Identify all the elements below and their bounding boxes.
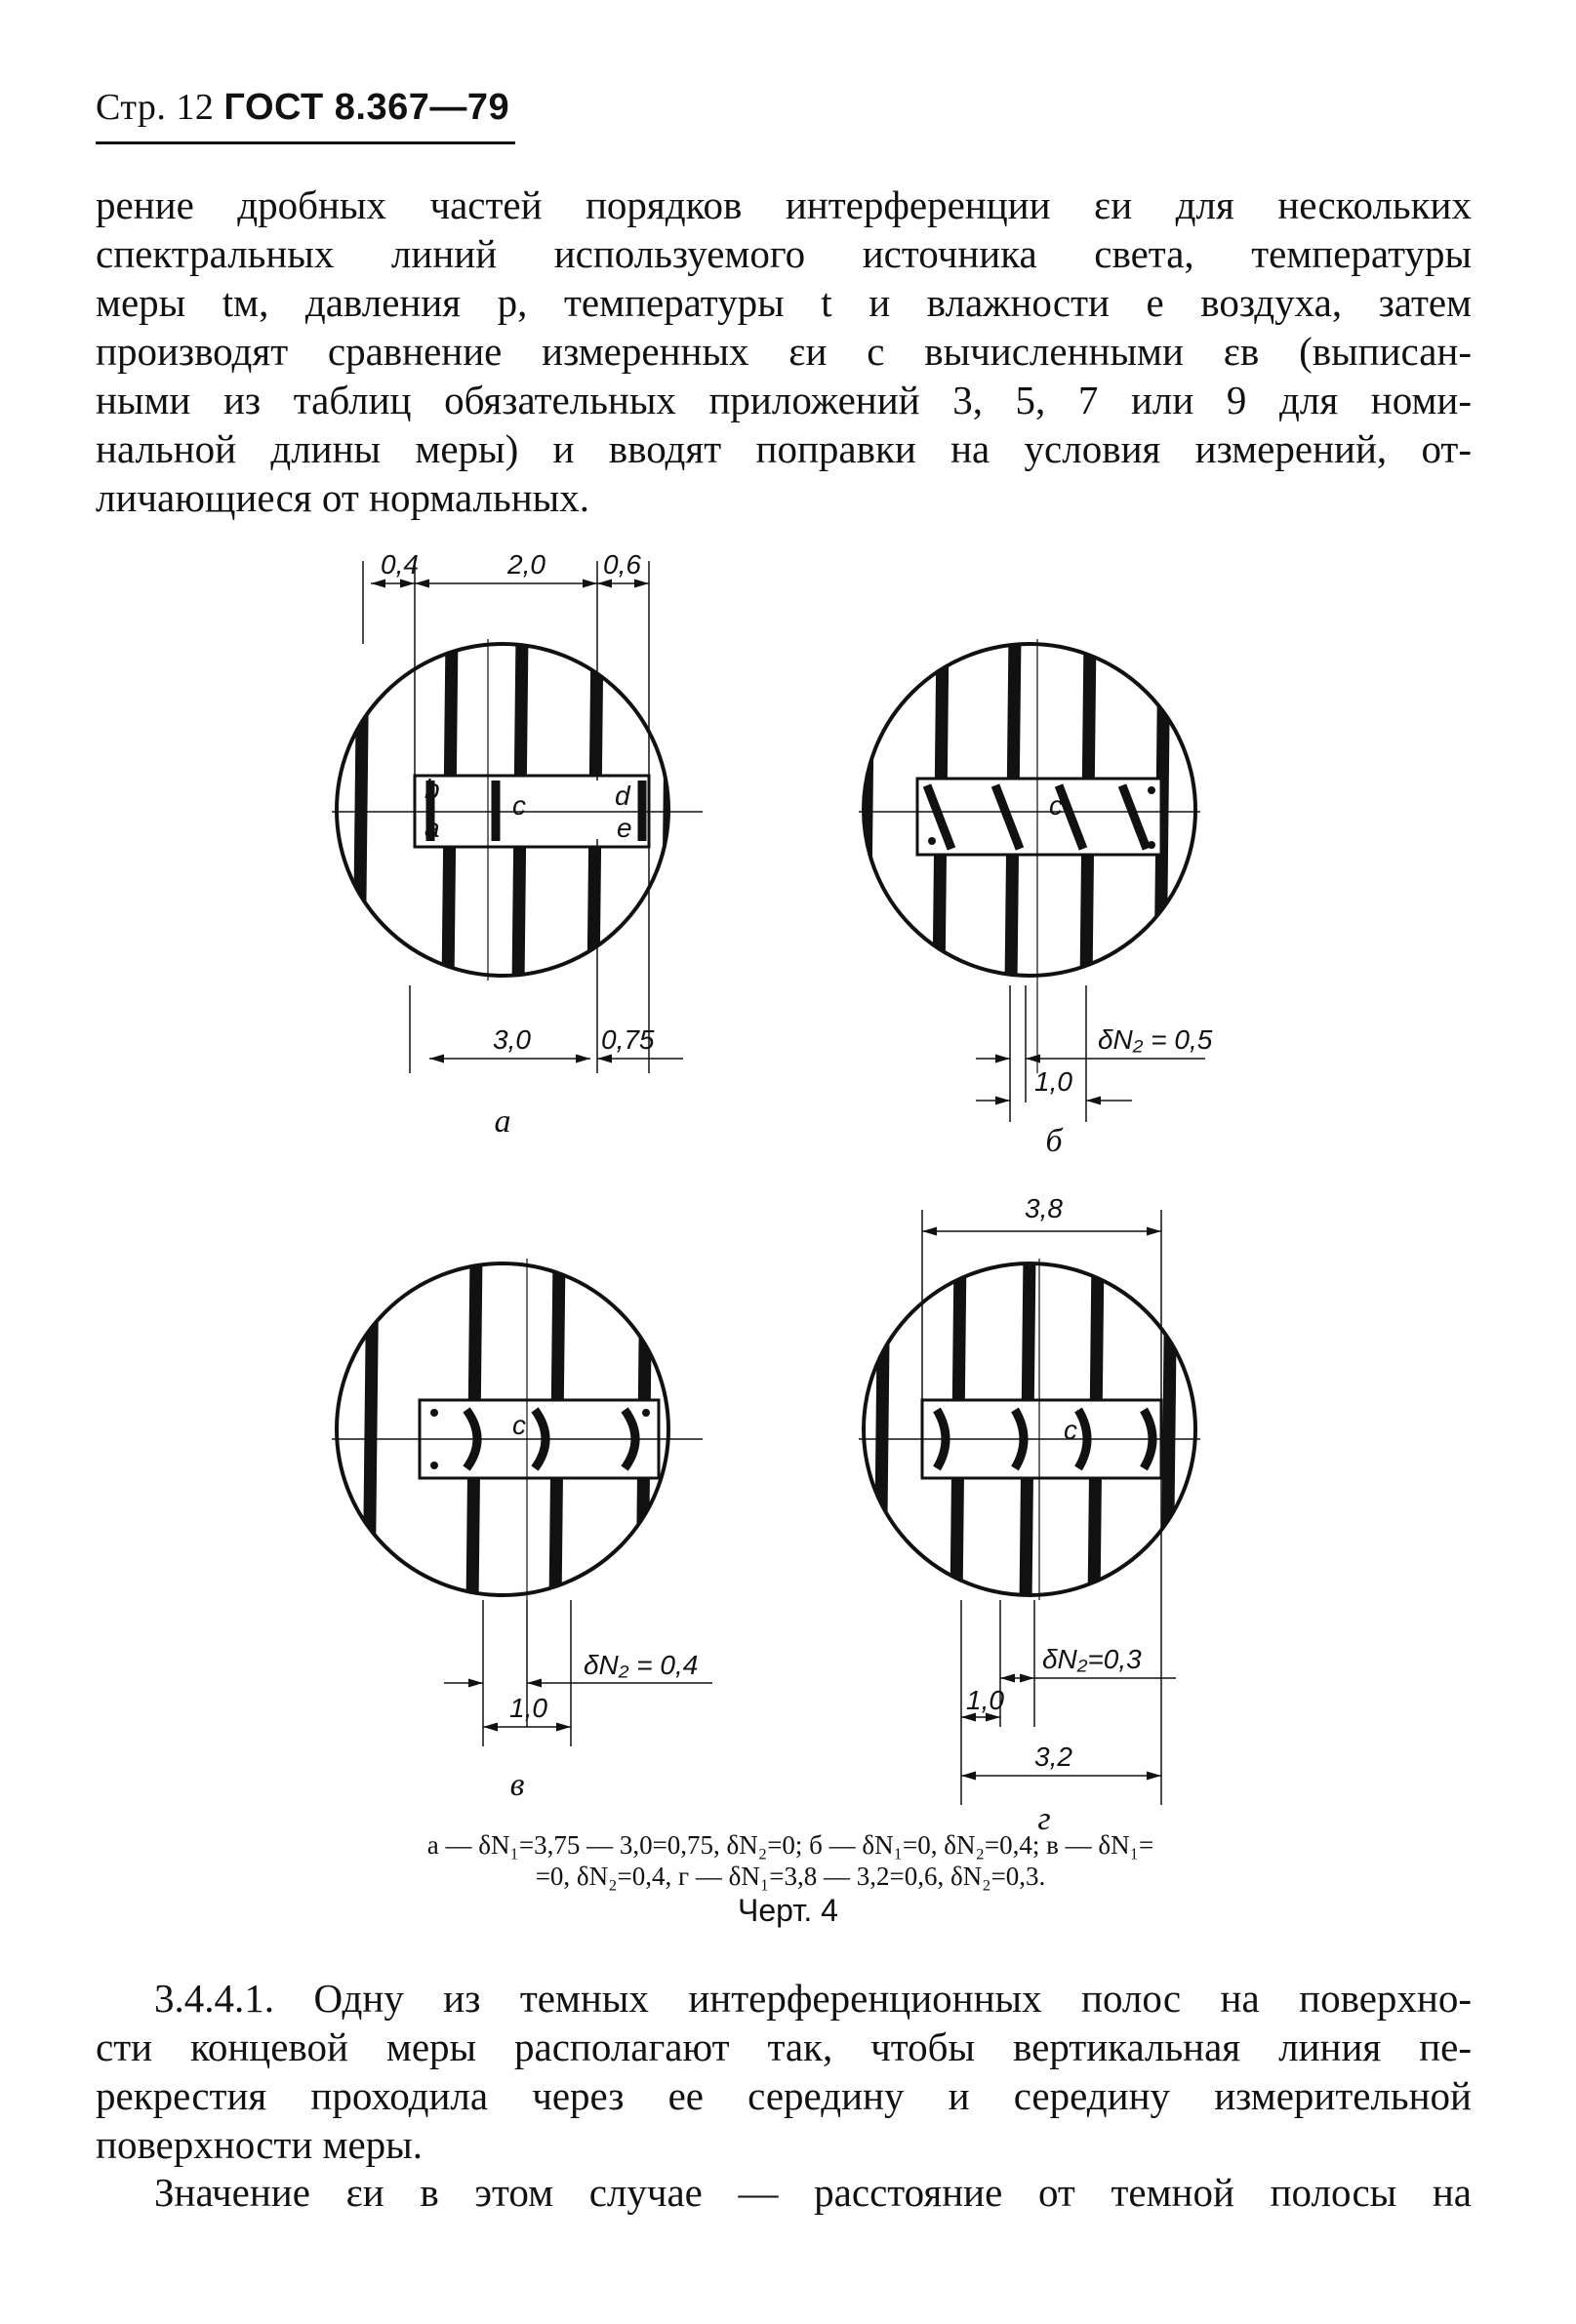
text-line: Значение εи в этом случае — расстояние от темной полосы на	[154, 2170, 1472, 2215]
point-d: d	[615, 781, 630, 811]
text-line: рекрестия проходила через ее середину и середину измерительной	[96, 2073, 1472, 2118]
dim-0-6: 0,6	[603, 549, 641, 580]
dim-dn2-0-5: δN₂ = 0,5	[1098, 1024, 1213, 1055]
caption-line: а — δN₁=3,75 — 3,0=0,75, δN₂=0; б — δN₁=0, δN₂=0,4; в — δN₁=	[426, 1830, 1154, 1860]
panel-label-a: а	[494, 1103, 511, 1140]
caption-line: =0, δN₂=0,4, г — δN₁=3,8 — 3,2=0,6, δN₂=0,3.	[535, 1862, 1046, 1891]
panel-a	[332, 549, 703, 1140]
dim-0-75: 0,75	[601, 1024, 655, 1055]
dim-3-8: 3,8	[1025, 1193, 1063, 1223]
figure-caption	[234, 1829, 1347, 1892]
panel-label-b: б	[1045, 1123, 1063, 1159]
paragraph-value-definition	[96, 2168, 1472, 2217]
text-line: рение дробных частей порядков интерференции εи для нескольких	[96, 182, 1472, 227]
point-a: a	[424, 813, 440, 843]
point-b: b	[424, 774, 440, 804]
figure-title: Черт. 4	[738, 1893, 838, 1928]
point-c-v: c	[512, 1410, 526, 1440]
text-line: спектральных линий используемого источника света, температуры	[96, 231, 1472, 276]
text-line: ными из таблиц обязательных приложений 3, 5, 7 или 9 для номи-	[96, 378, 1472, 422]
dim-dn2-0-3: δN₂=0,3	[1042, 1644, 1142, 1674]
text-line: нальной длины меры) и вводят поправки на условия измерений, от-	[96, 426, 1472, 471]
dim-2-0: 2,0	[507, 549, 546, 580]
text-line: сти концевой меры располагают так, чтобы вертикальная линия пе-	[96, 2024, 1472, 2069]
text-line: 3.4.4.1. Одну из темных интерференционных полос на поверхно-	[154, 1976, 1472, 2021]
dim-1-0-v: 1,0	[509, 1693, 547, 1723]
dim-1-0-g: 1,0	[966, 1685, 1004, 1715]
point-c: c	[512, 790, 526, 821]
text-line: производят сравнение измеренных εи с вычисленными εв (выписан-	[96, 329, 1472, 374]
point-c-b: c	[1049, 790, 1063, 821]
dim-dn2-0-4: δN₂ = 0,4	[584, 1650, 699, 1680]
text-line: меры tм, давления p, температуры t и влажности e воздуха, затем	[96, 280, 1472, 325]
dim-3-0: 3,0	[493, 1024, 531, 1055]
standard-code: ГОСТ 8.367—79	[223, 87, 510, 128]
point-c-g: c	[1064, 1415, 1077, 1445]
panel-b	[859, 634, 1213, 1159]
paragraph-3-4-4-1	[96, 1974, 1472, 2169]
point-e: e	[617, 813, 632, 843]
dim-0-4: 0,4	[381, 549, 419, 580]
panel-v	[332, 1254, 727, 1803]
text-line: личающиеся от нормальных.	[96, 475, 589, 520]
dim-3-2: 3,2	[1034, 1742, 1072, 1772]
panel-label-v: в	[509, 1767, 525, 1803]
page-number: Стр. 12	[96, 87, 215, 128]
text-line: поверхности меры.	[96, 2122, 423, 2167]
panel-g	[859, 1193, 1200, 1837]
panel-label-g: г	[1037, 1801, 1051, 1837]
dim-1-0-b: 1,0	[1034, 1066, 1072, 1097]
